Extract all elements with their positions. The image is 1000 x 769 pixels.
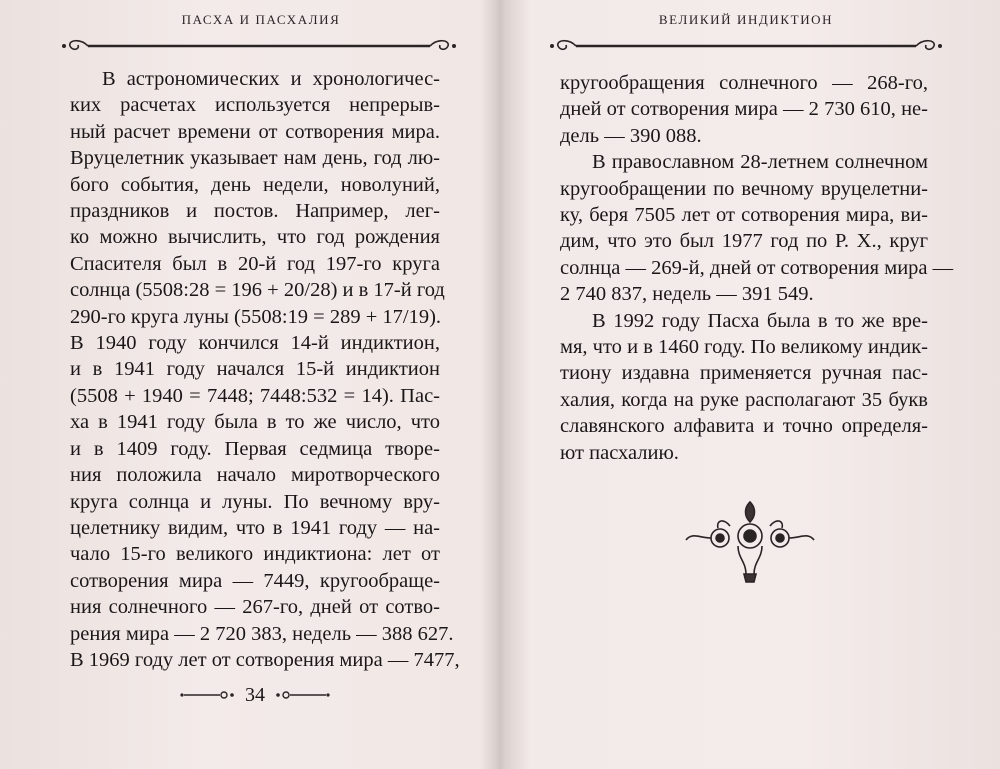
text-line: славянского алфавита и точно определя-: [560, 415, 928, 438]
right-running-head: ВЕЛИКИЙ ИНДИКТИОН: [658, 12, 834, 27]
text-line: халия, когда на руке располагают 35 букв: [560, 388, 928, 411]
left-running-head: ПАСХА И ПАСХАЛИЯ: [181, 12, 341, 27]
ornament-rule-icon: [548, 36, 944, 56]
text-line: ют пасхалию.: [560, 441, 679, 464]
text-line: тиону издавна применяется ручная пас-: [560, 362, 928, 385]
right-page: [502, 0, 1000, 769]
text-line: рения мира — 2 720 383, недель — 388 627.: [70, 622, 454, 645]
page-number-folio: [180, 684, 330, 708]
text-line: В астрономических и хронологичес-: [102, 68, 440, 90]
text-line: солнца — 269-й, дней от сотворения мира —: [560, 256, 954, 279]
text-line: ния положила начало миротворческого: [70, 464, 440, 487]
text-line: ха в 1941 году была в то же число, что: [70, 411, 440, 434]
text-line: кругообращении по вечному вруцелетни-: [560, 177, 928, 200]
text-line: мя, что и в 1460 году. По великому индик-: [560, 336, 928, 359]
text-line: ный расчет времени от сотворения мира.: [70, 120, 440, 143]
text-line: Вруцелетник указывает нам день, год лю-: [70, 147, 440, 170]
text-line: В православном 28-летнем солнечном: [592, 151, 928, 174]
page-number: 34: [245, 684, 265, 706]
floral-vignette-icon: [680, 496, 820, 586]
text-line: ния солнечного — 267-го, дней от сотво-: [70, 596, 440, 619]
text-line: В 1992 году Пасха была в то же вре-: [592, 309, 928, 332]
text-line: дней от сотворения мира — 2 730 610, не-: [560, 98, 928, 121]
folio-right-ornament-icon: [274, 688, 330, 702]
right-body-text: [560, 70, 954, 466]
text-line: кругообращения солнечного — 268-го,: [560, 72, 928, 94]
text-line: чало 15-го великого индиктиона: лет от: [70, 543, 440, 566]
text-line: и в 1409 году. Первая седмица творе-: [70, 437, 440, 460]
text-line: дель — 390 088.: [560, 124, 702, 147]
text-line: целетнику видим, что в 1941 году — на-: [70, 516, 440, 539]
text-line: ко можно вычислить, что год рождения: [70, 226, 440, 249]
folio-left-ornament-icon: [180, 688, 236, 702]
text-line: В 1969 году лет от сотворения мира — 7477,: [70, 648, 460, 671]
text-line: дим, что это был 1977 год по Р. Х., круг: [560, 230, 928, 253]
text-line: 2 740 837, недель — 391 549.: [560, 283, 814, 306]
text-line: сотворения мира — 7449, кругообраще-: [70, 569, 440, 592]
text-line: бого события, день недели, новолуний,: [70, 173, 440, 196]
left-body-text: [70, 66, 460, 673]
text-line: 290-го круга луны (5508:19 = 289 + 17/19).: [70, 305, 442, 328]
text-line: ку, беря 7505 лет от сотворения мира, ви-: [560, 204, 928, 227]
text-line: (5508 + 1940 = 7448; 7448:532 = 14). Пас-: [70, 384, 440, 407]
text-line: круга солнца и луны. По вечному вру-: [70, 490, 440, 513]
text-line: Спасителя был в 20-й год 197-го круга: [70, 252, 440, 275]
text-line: В 1940 году кончился 14-й индиктион,: [70, 332, 440, 355]
text-line: солнца (5508:28 = 196 + 20/28) и в 17-й год: [70, 279, 445, 302]
text-line: праздников и постов. Например, лег-: [70, 200, 440, 223]
text-line: ких расчетах используется непрерыв-: [70, 94, 440, 117]
ornament-rule-icon: [60, 36, 458, 56]
left-page: [0, 0, 498, 769]
text-line: и в 1941 году начался 15-й индиктион: [70, 358, 440, 381]
